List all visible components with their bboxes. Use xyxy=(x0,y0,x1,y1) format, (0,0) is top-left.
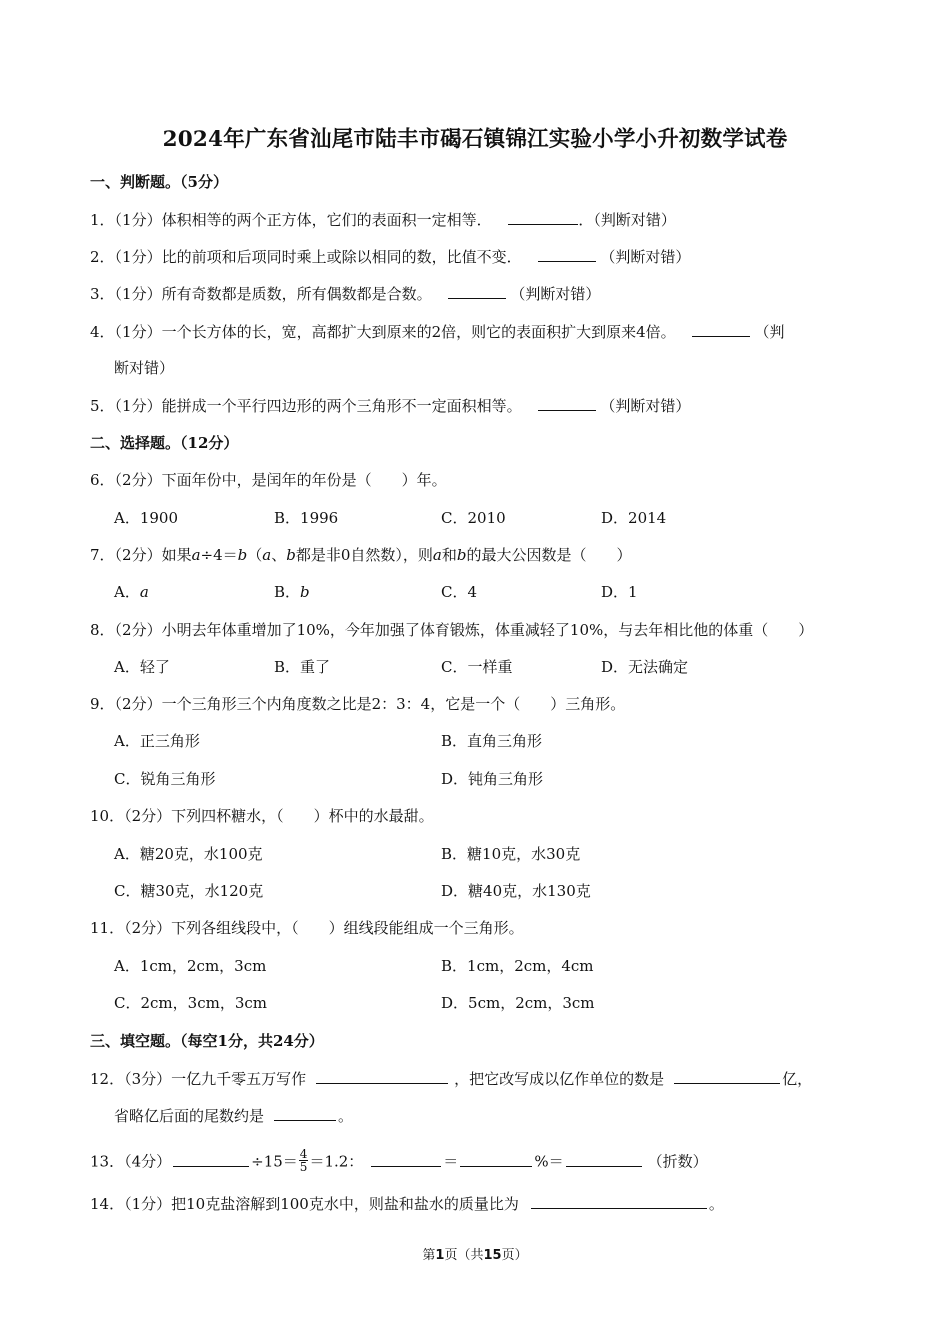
question-11: 11．（2分）下列各组线段中，（ ）组线段能组成一个三角形。 xyxy=(90,919,524,937)
option-a[interactable]: A．糖20克，水100克 xyxy=(114,845,263,863)
option-d[interactable]: D．钝角三角形 xyxy=(441,770,544,788)
var-b: b xyxy=(300,583,310,601)
var-a: a xyxy=(139,583,149,601)
question-12 xyxy=(90,1068,812,1089)
question-6: 6．（2分）下面年份中，是闰年的年份是（ ）年。 xyxy=(90,471,447,489)
q12-text-2: ，把它改写成以亿作单位的数是 xyxy=(454,1070,665,1088)
q13-text-1: 13．（4分） xyxy=(90,1152,172,1171)
option-a[interactable]: A．1cm，2cm，3cm xyxy=(114,957,267,975)
answer-blank[interactable] xyxy=(460,1151,532,1167)
section-heading-judgement: 一、判断题。（5分） xyxy=(90,173,228,191)
fraction-denominator: 5 xyxy=(299,1160,308,1174)
footer-text: 第 xyxy=(422,1248,436,1263)
question-1 xyxy=(90,209,676,230)
option-a[interactable]: A．1900 xyxy=(114,509,179,527)
option-a[interactable]: A．轻了 xyxy=(114,658,170,676)
option-b[interactable] xyxy=(274,582,310,602)
option-c[interactable]: C．4 xyxy=(441,583,478,601)
footer-text: 页） xyxy=(501,1248,528,1263)
q7-text-2: ÷4＝ xyxy=(200,546,238,564)
option-d[interactable]: D．2014 xyxy=(601,509,667,527)
var-a: a xyxy=(432,546,442,564)
q7-text-7: 的最大公因数是（ ） xyxy=(466,546,632,564)
option-b[interactable]: B．1cm，2cm，4cm xyxy=(441,957,594,975)
q13-text-3: ＝1.2： xyxy=(309,1152,364,1171)
page-title: 2024年广东省汕尾市陆丰市碣石镇锦江实验小学小升初数学试卷 xyxy=(162,127,788,152)
q12-text-1: 12．（3分）一亿九千零五万写作 xyxy=(90,1070,307,1088)
var-b: b xyxy=(286,546,296,564)
q12-text-3: 亿， xyxy=(782,1070,813,1088)
var-a: a xyxy=(262,546,272,564)
option-d[interactable]: D．5cm，2cm，3cm xyxy=(441,994,595,1012)
answer-blank[interactable] xyxy=(538,246,596,262)
question-4-continued: 断对错） xyxy=(114,359,175,377)
q12-text-5: 。 xyxy=(338,1107,354,1125)
question-suffix: ．（判断对错） xyxy=(578,211,676,229)
answer-blank[interactable] xyxy=(316,1068,448,1084)
answer-blank[interactable] xyxy=(371,1151,441,1167)
question-text: 4．（1分）一个长方体的长，宽，高都扩大到原来的2倍，则它的表面积扩大到原来4倍。 xyxy=(90,323,676,341)
answer-blank[interactable] xyxy=(566,1151,642,1167)
option-b[interactable]: B．重了 xyxy=(274,658,331,676)
answer-blank[interactable] xyxy=(674,1068,780,1084)
q14-text-1: 14．（1分）把10克盐溶解到100克水中，则盐和盐水的质量比为 xyxy=(90,1195,519,1213)
var-b: b xyxy=(456,546,467,564)
question-7 xyxy=(90,545,632,565)
question-4 xyxy=(90,321,784,342)
q13-text-5: %＝ xyxy=(534,1152,564,1171)
answer-blank[interactable] xyxy=(538,395,596,411)
question-text: 1．（1分）体积相等的两个正方体，它们的表面积一定相等． xyxy=(90,211,492,229)
option-d[interactable]: D．1 xyxy=(601,583,638,601)
question-text: 3．（1分）所有奇数都是质数，所有偶数都是合数。 xyxy=(90,285,432,303)
fraction-numerator: 4 xyxy=(299,1147,308,1161)
option-c[interactable]: C．2010 xyxy=(441,509,506,527)
answer-blank[interactable] xyxy=(692,321,750,337)
total-pages: 15 xyxy=(483,1248,502,1263)
question-text: 5．（1分）能拼成一个平行四边形的两个三角形不一定面积相等。 xyxy=(90,397,522,415)
option-b[interactable]: B．直角三角形 xyxy=(441,732,543,750)
option-d[interactable]: D．糖40克，水130克 xyxy=(441,882,591,900)
option-b[interactable]: B．1996 xyxy=(274,509,339,527)
question-suffix: （判 xyxy=(754,323,785,341)
option-c[interactable]: C．2cm，3cm，3cm xyxy=(114,994,267,1012)
answer-blank[interactable] xyxy=(508,209,578,225)
section-heading-choice: 二、选择题。（12分） xyxy=(90,434,239,452)
question-suffix: （判断对错） xyxy=(510,285,601,303)
page-footer xyxy=(0,1244,950,1263)
question-3 xyxy=(90,283,600,304)
page-number: 1 xyxy=(435,1248,445,1263)
option-b[interactable]: B．糖10克，水30克 xyxy=(441,845,581,863)
q7-text-6: 和 xyxy=(441,546,457,564)
fraction xyxy=(299,1148,309,1173)
question-5 xyxy=(90,395,690,416)
option-a[interactable] xyxy=(114,582,149,602)
q14-text-2: 。 xyxy=(708,1195,724,1213)
var-b: b xyxy=(237,546,248,564)
question-12-continued xyxy=(114,1105,353,1126)
question-suffix: （判断对错） xyxy=(600,248,691,266)
option-a[interactable]: A．正三角形 xyxy=(114,732,200,750)
q13-text-6: （折数） xyxy=(647,1152,708,1171)
q7-text-1: 7．（2分）如果 xyxy=(90,546,192,564)
section-heading-fill-in: 三、填空题。（每空1分，共24分） xyxy=(90,1032,324,1050)
question-9: 9．（2分）一个三角形三个内角度数之比是2：3：4，它是一个（ ）三角形。 xyxy=(90,695,626,713)
question-10: 10．（2分）下列四杯糖水，（ ）杯中的水最甜。 xyxy=(90,807,434,825)
var-a: a xyxy=(191,546,201,564)
answer-blank[interactable] xyxy=(531,1193,707,1209)
q13-text-4: ＝ xyxy=(443,1152,459,1171)
question-13 xyxy=(90,1147,708,1175)
option-label: A． xyxy=(114,583,140,601)
option-label: B． xyxy=(274,583,301,601)
answer-blank[interactable] xyxy=(173,1151,249,1167)
footer-text: 页（共 xyxy=(444,1248,484,1263)
question-suffix: （判断对错） xyxy=(600,397,691,415)
question-text: 2．（1分）比的前项和后项同时乘上或除以相同的数，比值不变． xyxy=(90,248,522,266)
answer-blank[interactable] xyxy=(274,1105,336,1121)
q7-text-4: 、 xyxy=(271,546,287,564)
q7-text-5: 都是非0自然数），则 xyxy=(295,546,433,564)
option-c[interactable]: C．一样重 xyxy=(441,658,513,676)
question-8: 8．（2分）小明去年体重增加了10%，今年加强了体育锻炼，体重减轻了10%，与去年相比他的体重（ ） xyxy=(90,621,814,639)
q12-text-4: 省略亿后面的尾数约是 xyxy=(114,1107,265,1125)
q13-text-2: ÷15＝ xyxy=(251,1152,298,1171)
option-d[interactable]: D．无法确定 xyxy=(601,658,689,676)
q7-text-3: （ xyxy=(247,546,263,564)
option-c[interactable]: C．糖30克，水120克 xyxy=(114,882,264,900)
question-2 xyxy=(90,246,690,267)
option-c[interactable]: C．锐角三角形 xyxy=(114,770,216,788)
answer-blank[interactable] xyxy=(448,283,506,299)
question-14 xyxy=(90,1193,724,1214)
